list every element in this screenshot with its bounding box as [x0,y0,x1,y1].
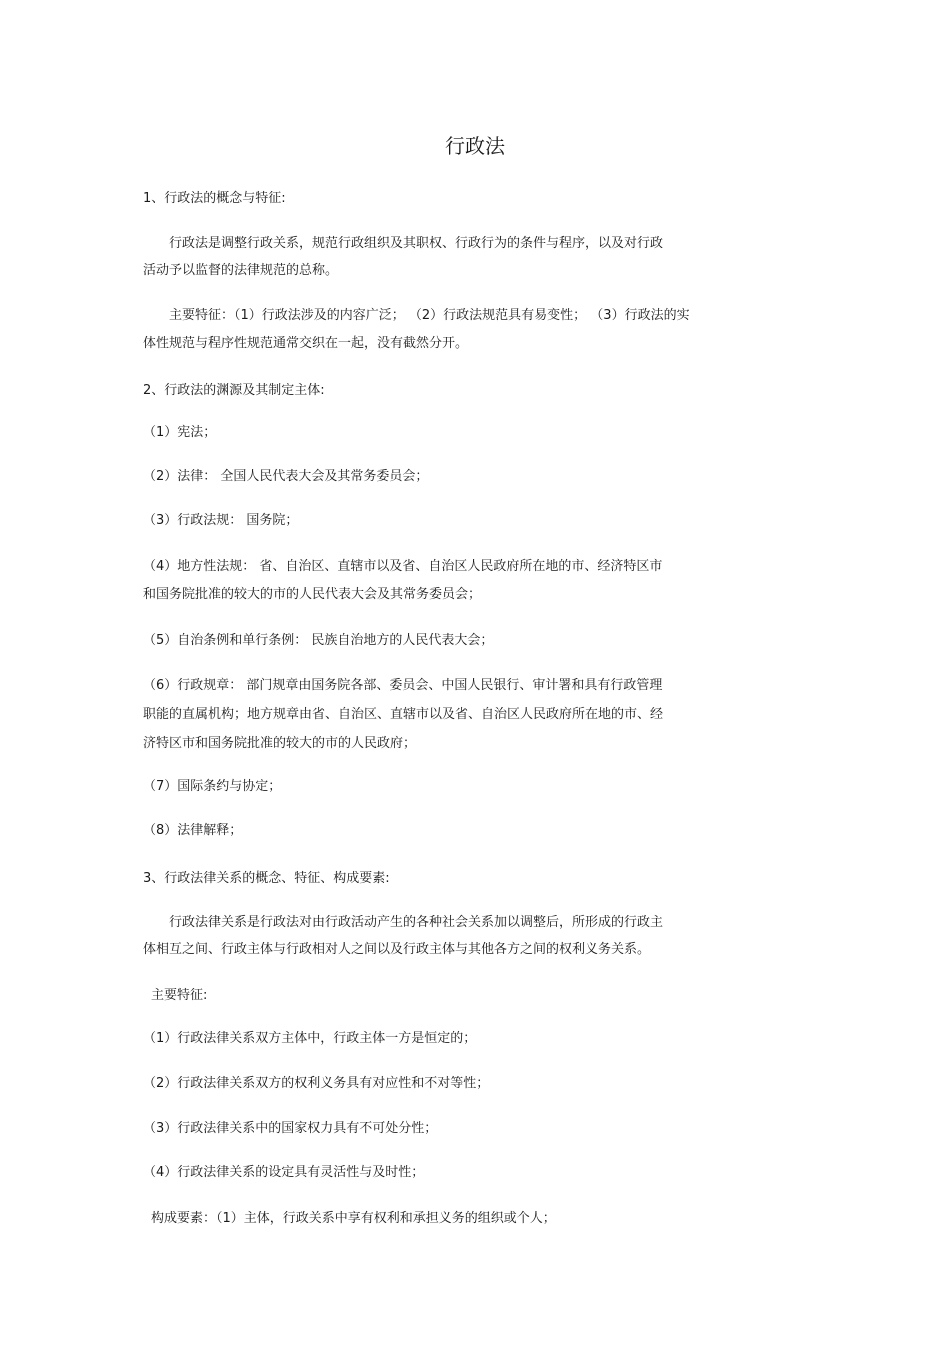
list-item-continuation: 济特区市和国务院批准的较大的市的人民政府； [143,736,417,751]
list-item: （3）行政法规： 国务院； [143,513,299,528]
page-title: 行政法 [445,134,505,158]
subheading: 主要特征: [151,988,208,1003]
list-item: （1）宪法； [143,425,217,440]
list-item: （2）行政法律关系双方的权利义务具有对应性和不对等性； [143,1076,490,1091]
paragraph-line: 体相互之间、行政主体与行政相对人之间以及行政主体与其他各方之间的权利义务关系。 [143,942,651,957]
list-item-continuation: 和国务院批准的较大的市的人民代表大会及其常务委员会； [143,587,482,602]
list-item: （3）行政法律关系中的国家权力具有不可处分性； [143,1121,438,1136]
list-item: （8）法律解释； [143,823,243,838]
list-item: （1）行政法律关系双方主体中，行政主体一方是恒定的； [143,1031,477,1046]
paragraph-line: 行政法是调整行政关系，规范行政组织及其职权、行政行为的条件与程序，以及对行政 [169,236,664,251]
list-item: （5）自治条例和单行条例： 民族自治地方的人民代表大会； [143,633,494,648]
section-heading: 2、行政法的渊源及其制定主体: [143,383,325,398]
paragraph-line: 主要特征：（1）行政法涉及的内容广泛； （2）行政法规范具有易变性； （3）行政法的实 [169,308,690,323]
list-item: （2）法律： 全国人民代表大会及其常务委员会； [143,469,429,484]
paragraph-line: 行政法律关系是行政法对由行政活动产生的各种社会关系加以调整后，所形成的行政主 [169,915,664,930]
list-item: （4）地方性法规： 省、自治区、直辖市以及省、自治区人民政府所在地的市、经济特区市 [143,559,663,574]
list-item: （6）行政规章： 部门规章由国务院各部、委员会、中国人民银行、审计署和具有行政管理 [143,678,663,693]
list-item: （4）行政法律关系的设定具有灵活性与及时性； [143,1165,425,1180]
list-item: （7）国际条约与协定； [143,779,282,794]
section-heading: 3、行政法律关系的概念、特征、构成要素: [143,871,390,886]
paragraph-line: 构成要素：（1）主体，行政关系中享有权利和承担义务的组织或个人； [151,1211,556,1226]
paragraph-line: 活动予以监督的法律规范的总称。 [143,263,339,278]
paragraph-line: 体性规范与程序性规范通常交织在一起，没有截然分开。 [143,336,469,351]
list-item-continuation: 职能的直属机构；地方规章由省、自治区、直辖市以及省、自治区人民政府所在地的市、经 [143,707,664,722]
section-heading: 1、行政法的概念与特征: [143,191,286,206]
